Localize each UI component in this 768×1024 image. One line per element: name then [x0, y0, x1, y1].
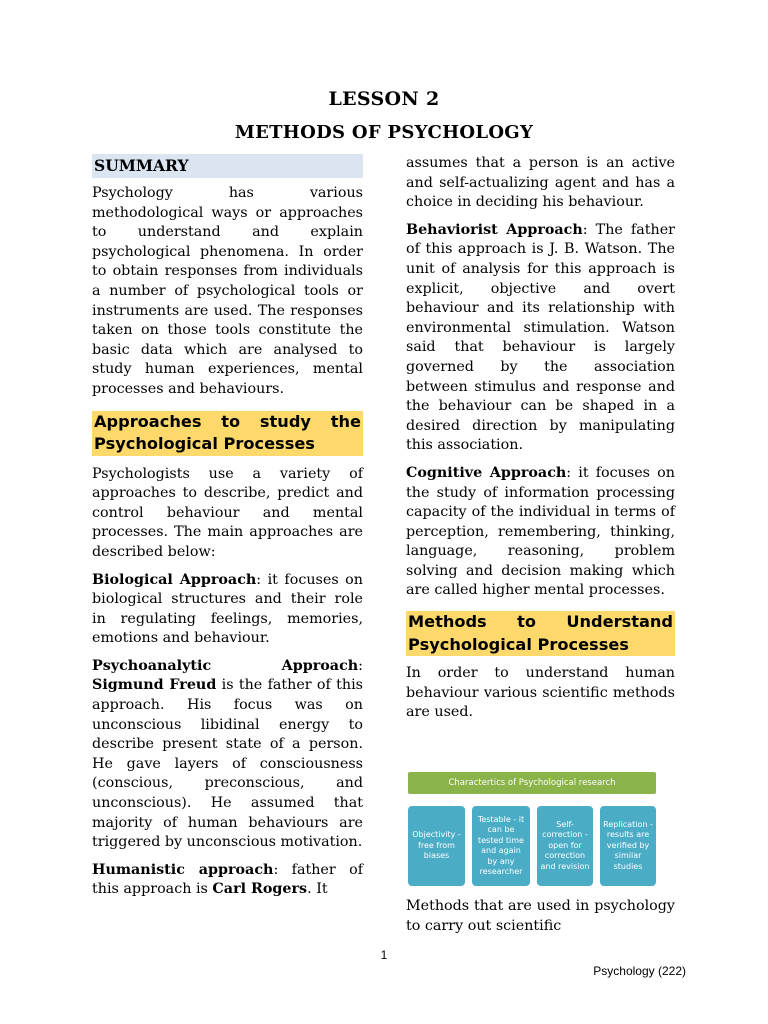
page-number: 1: [380, 948, 388, 962]
diagram-box-self-correction: Self-correction - open for correction and revision: [537, 806, 593, 886]
page-title: METHODS OF PSYCHOLOGY: [234, 122, 534, 143]
methods-text-block: [406, 897, 675, 936]
rogers-name: Carl Rogers: [212, 881, 308, 898]
footer-course: Psychology (222): [593, 964, 686, 978]
diagram-title-bar: Charactertics of Psychological research: [408, 772, 656, 794]
approaches-intro: Psychologists use a variety of approaches to describe, predict and control behaviour and mental processes. The main approaches are described below:: [92, 465, 363, 560]
humanistic-text-b: . It: [307, 881, 328, 898]
psychoanalytic-heading-line: [92, 657, 363, 677]
methods-paragraph: Methods that are used in psychology to carry out scientific: [406, 898, 675, 934]
psychoanalytic-term: Psychoanalytic Approach: [92, 657, 359, 674]
humanistic-text-a: : father of this approach is: [92, 861, 364, 898]
diagram-box-objectivity: Objectivity - free from biases: [408, 806, 465, 886]
diagram-box-testable: Testable - it can be tested time and again by any researcher: [472, 806, 530, 886]
summary-heading: SUMMARY: [92, 154, 363, 178]
freud-name: Sigmund Freud: [92, 677, 217, 694]
research-characteristics-diagram: [406, 770, 658, 888]
biological-term: Biological Approach: [92, 571, 257, 588]
diagram-box-replication: Replication - results are verified by similar studies: [600, 806, 656, 886]
behaviorist-term: Behaviorist Approach: [406, 221, 583, 238]
humanistic-continuation: assumes that a person is an active and self-actualizing agent and has a choice in deciding his behaviour.: [406, 155, 675, 211]
cognitive-paragraph: [406, 464, 675, 601]
right-column: [406, 154, 675, 723]
cognitive-text: : it focuses on the study of information processing capacity of the individual in terms of perception, remembering, thinking, language, reasoning, problem solving and decision making which are called higher mental processes.: [406, 464, 675, 599]
humanistic-term: Humanistic approach: [92, 861, 274, 878]
behaviorist-text: : The father of this approach is J. B. Watson. The unit of analysis for this approach is explicit, objective and overt behaviour and its relationship with environmental stimulation. Watson said that behaviour is largely governed by the association between stimulus and response and the behaviour can be shaped in a desired direction by manipulating this association.: [406, 221, 675, 454]
behaviorist-paragraph: [406, 221, 675, 456]
biological-text: : it focuses on biological structures and their role in regulating feelings, memories, emotions and behaviour.: [92, 571, 363, 647]
biological-paragraph: [92, 571, 363, 649]
left-column: [92, 154, 363, 900]
methods-heading: Methods to Understand Psychological Processes: [406, 611, 675, 656]
humanistic-paragraph: [92, 861, 363, 900]
psychoanalytic-paragraph: [92, 676, 363, 852]
methods-intro: In order to understand human behaviour various scientific methods are used.: [406, 665, 675, 721]
lesson-title: LESSON 2: [328, 88, 440, 110]
summary-paragraph: Psychology has various methodological ways or approaches to understand and explain psychological phenomena. In order to obtain responses from individuals a number of psychological tools or instruments are used. The responses taken on those tools constitute the basic data which are analysed to study human experiences, mental processes and behaviours.: [92, 185, 363, 397]
cognitive-term: Cognitive Approach: [406, 464, 567, 481]
approaches-heading: Approaches to study the Psychological Processes: [92, 411, 363, 456]
psychoanalytic-colon: :: [358, 657, 363, 674]
psychoanalytic-text: is the father of this approach. His focus was on unconscious libidinal energy to describe present state of a person. He gave layers of consciousness (conscious, preconscious, and unconscious). He assumed that majority of human behaviours are triggered by unconscious motivation.: [92, 677, 364, 851]
